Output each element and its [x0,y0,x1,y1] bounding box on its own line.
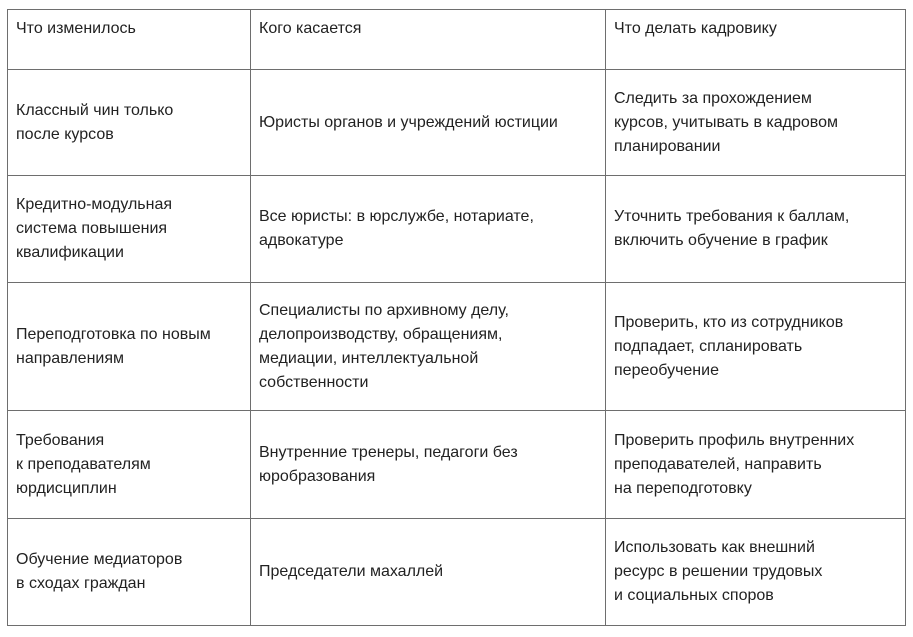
table-cell: Юристы органов и учреждений юстиции [251,70,606,176]
header-cell-hr-action: Что делать кадровику [606,10,906,70]
table-header-row [8,10,906,70]
table-cell: Проверить профиль внутренних преподавателей, направить на переподготовку [606,411,906,519]
document-sheet [7,9,905,626]
table-cell: Все юристы: в юрслужбе, нотариате, адвокатуре [251,176,606,283]
table-row [8,519,906,626]
table-row [8,176,906,283]
table-cell: Председатели махаллей [251,519,606,626]
table-cell: Требования к преподавателям юрдисциплин [8,411,251,519]
table-cell: Проверить, кто из сотрудников подпадает, спланировать переобучение [606,283,906,411]
table-cell: Использовать как внешний ресурс в решении трудовых и социальных споров [606,519,906,626]
table-cell: Обучение медиаторов в сходах граждан [8,519,251,626]
table-row [8,70,906,176]
table-row [8,283,906,411]
table-cell: Следить за прохождением курсов, учитывать в кадровом планировании [606,70,906,176]
table-cell: Внутренние тренеры, педагоги без юробразования [251,411,606,519]
header-cell-who-affected: Кого касается [251,10,606,70]
table-row [8,411,906,519]
table-cell: Специалисты по архивному делу, делопроизводству, обращениям, медиации, интеллектуальной собственности [251,283,606,411]
table-cell: Кредитно-модульная система повышения квалификации [8,176,251,283]
table-cell: Классный чин только после курсов [8,70,251,176]
table-cell: Переподготовка по новым направлениям [8,283,251,411]
hr-changes-table [7,9,906,626]
table-cell: Уточнить требования к баллам, включить обучение в график [606,176,906,283]
header-cell-what-changed: Что изменилось [8,10,251,70]
